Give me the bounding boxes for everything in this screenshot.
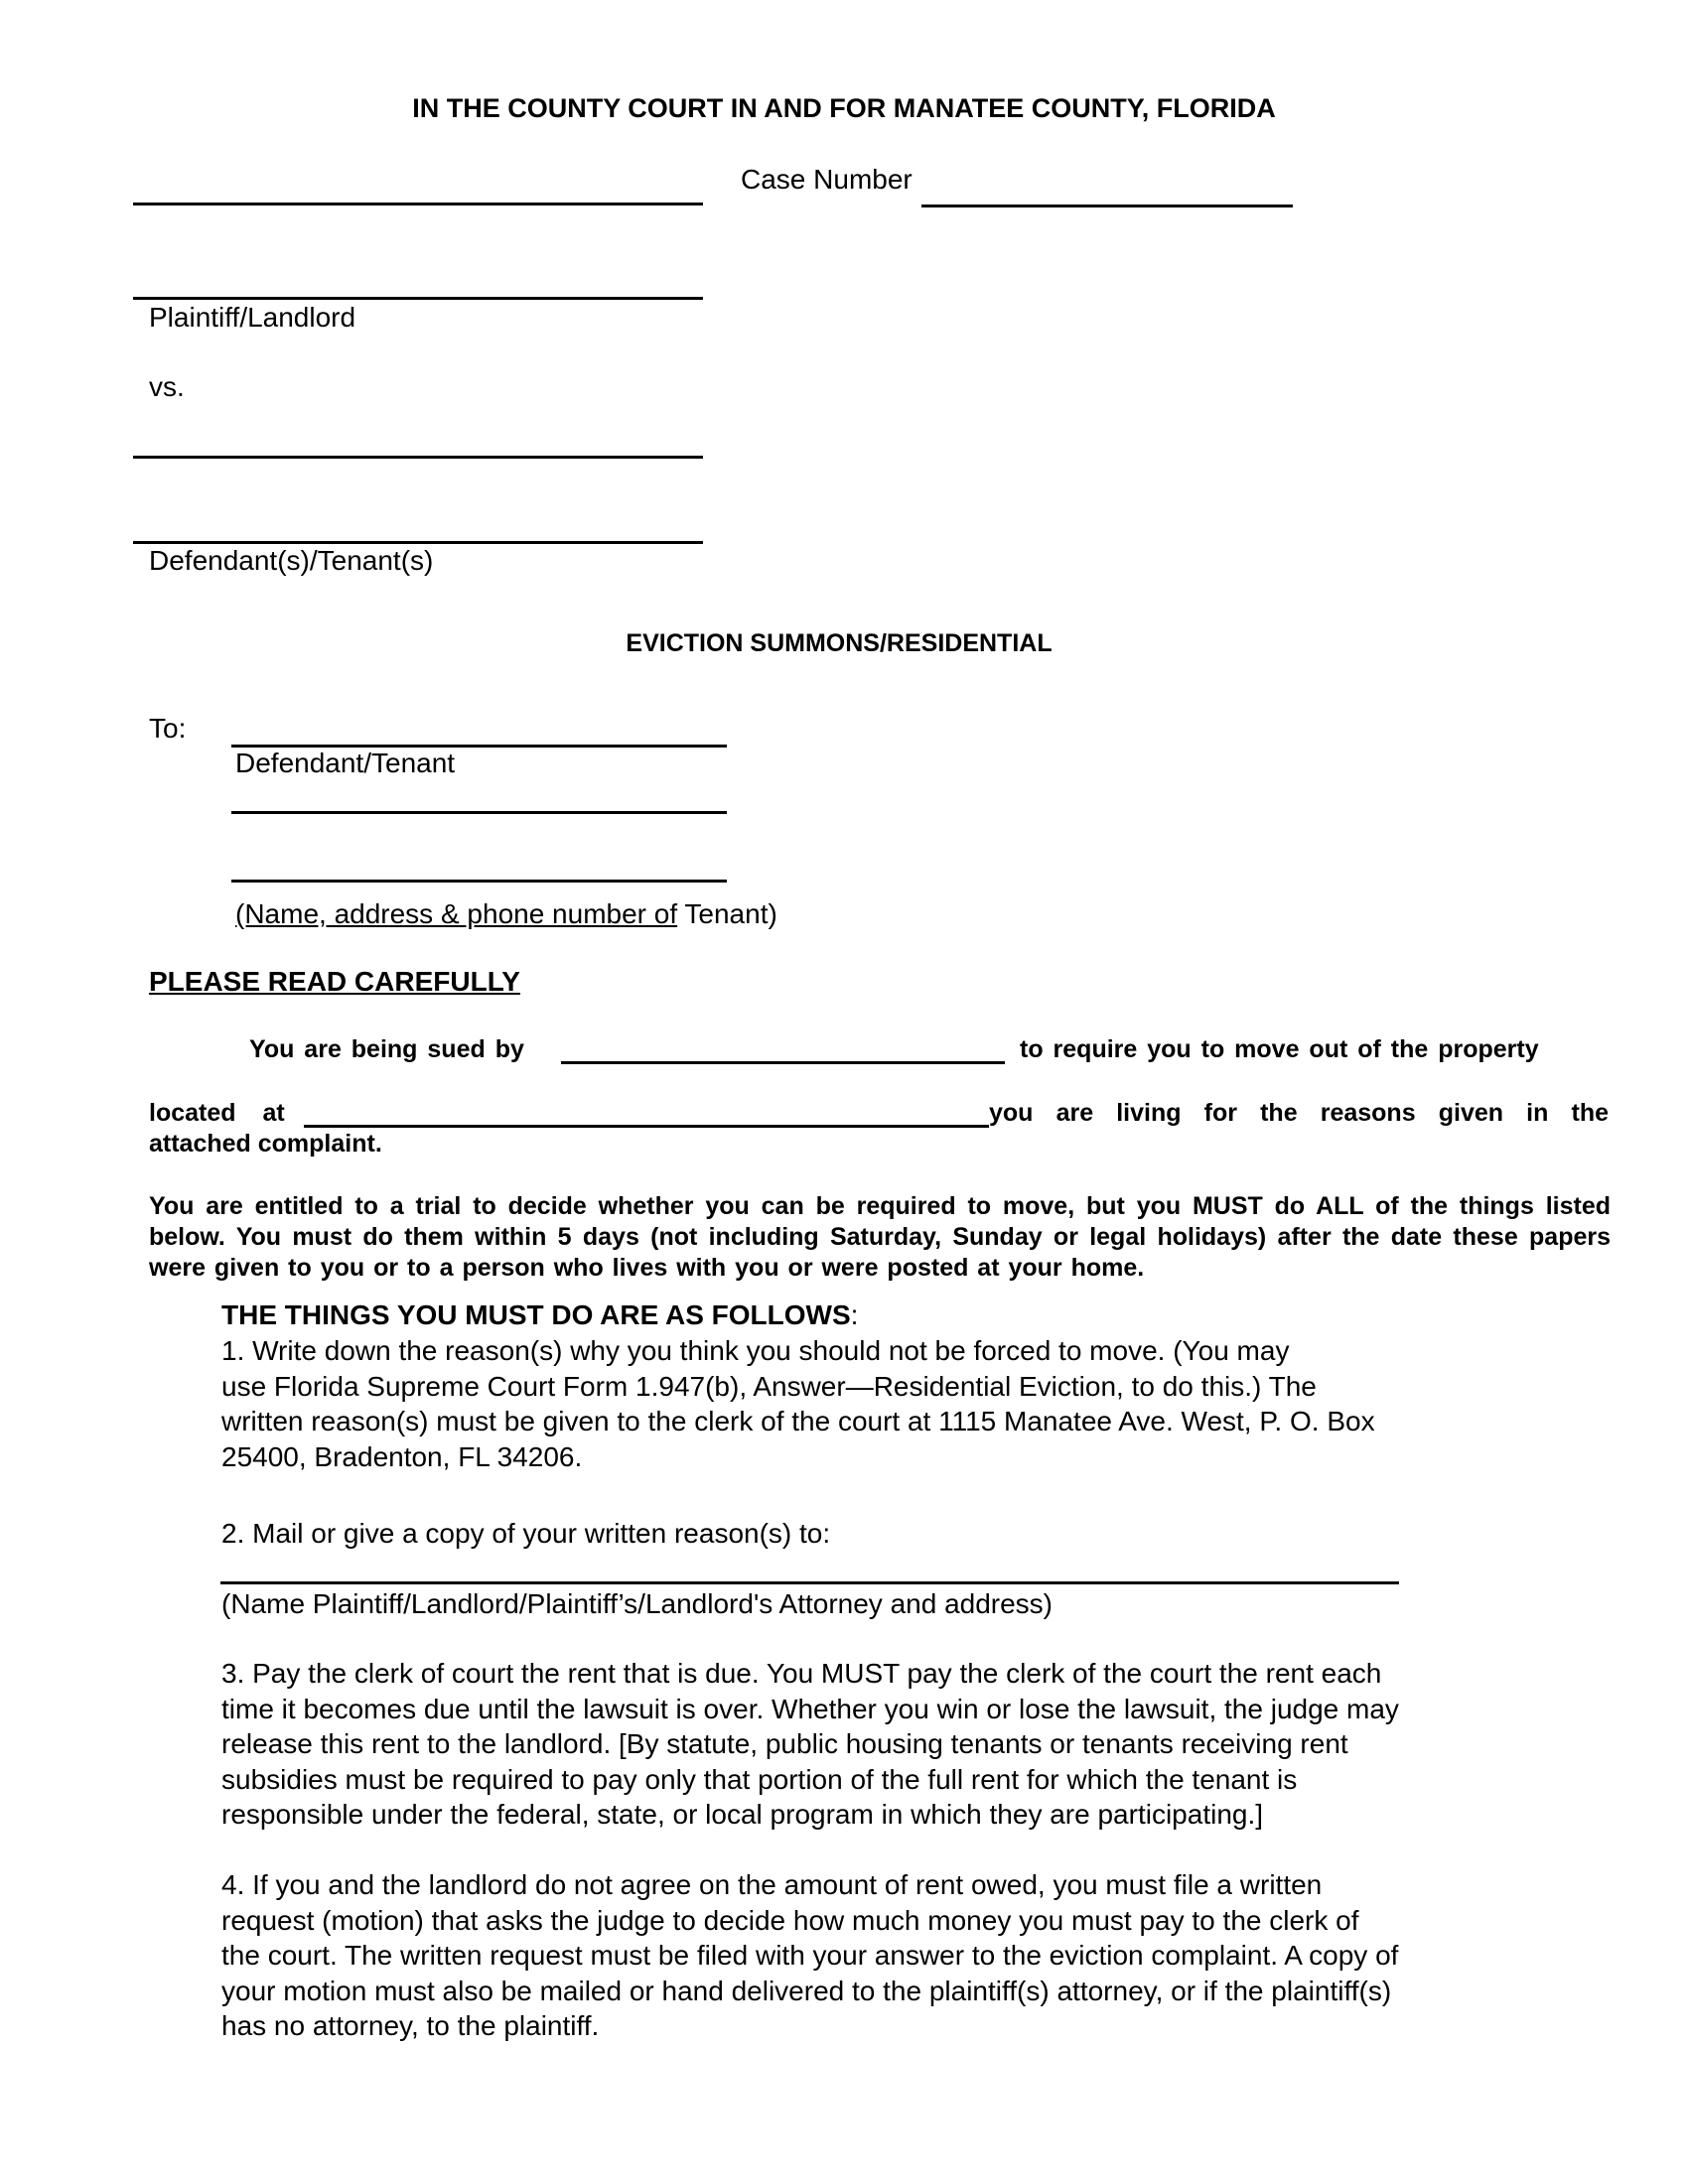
name-address-caption: [235, 897, 777, 931]
located-at-suffix: you are living for the reasons given in the: [989, 1099, 1609, 1127]
item-4-line: the court. The written request must be filed with your answer to the eviction complaint. A copy of: [221, 1940, 1399, 1971]
tenant-line-2[interactable]: [231, 811, 727, 814]
item-3-line: responsible under the federal, state, or local program in which they are participating.]: [221, 1799, 1264, 1830]
sued-by-prefix: You are being sued by: [249, 1035, 524, 1063]
item-4-line: has no attorney, to the plaintiff.: [221, 2010, 600, 2041]
entitled-paragraph: You are entitled to a trial to decide whether you can be required to move, but you MUST do ALL of the things listed below. You must do them within 5 days (not including Saturday, Sunday or legal holidays) after the date these papers were given to you or to a person who lives with you or were posted at your home.: [149, 1192, 1611, 1282]
item-1-line: 25400, Bradenton, FL 34206.: [221, 1440, 583, 1472]
item-1-line: use Florida Supreme Court Form 1.947(b), Answer—Residential Eviction, to do this.) The: [221, 1370, 1317, 1402]
plaintiff-line[interactable]: [133, 297, 703, 300]
tenant-line-3[interactable]: [231, 880, 727, 883]
defendant-tenant-label: Defendant/Tenant: [235, 748, 456, 778]
plaintiff-label: Plaintiff/Landlord: [149, 302, 356, 333]
located-at-end: attached complaint.: [149, 1130, 382, 1158]
item-4: [221, 1867, 1398, 2044]
instructions-heading-colon: :: [850, 1299, 859, 1330]
item-3-line: release this rent to the landlord. [By statute, public housing tenants or tenants receiving rent: [221, 1728, 1348, 1759]
case-number-label: Case Number: [741, 164, 913, 195]
case-number-line[interactable]: [921, 205, 1293, 207]
sued-by-line[interactable]: [561, 1061, 1005, 1064]
to-label: To:: [149, 713, 187, 744]
instructions-heading-text: THE THINGS YOU MUST DO ARE AS FOLLOWS: [221, 1299, 851, 1330]
sued-by-suffix: to require you to move out of the property: [1020, 1035, 1539, 1063]
item-3-line: time it becomes due until the lawsuit is over. Whether you win or lose the lawsuit, the judge may: [221, 1693, 1399, 1724]
item-2-address-line[interactable]: [220, 1581, 1399, 1584]
located-at-prefix: located at: [149, 1099, 285, 1127]
instructions-heading: [221, 1298, 858, 1332]
item-1-line: written reason(s) must be given to the clerk of the court at 1115 Manatee Ave. West, P. O. Box: [221, 1406, 1375, 1436]
item-4-line: 4. If you and the landlord do not agree on the amount of rent owed, you must file a written: [221, 1869, 1323, 1900]
vs-label: vs.: [149, 371, 185, 402]
defendant-label: Defendant(s)/Tenant(s): [149, 545, 434, 576]
item-3-line: subsidies must be required to pay only that portion of the full rent for which the tenant is: [221, 1763, 1298, 1795]
plaintiff-name-line-top[interactable]: [133, 203, 703, 205]
item-4-line: your motion must also be mailed or hand delivered to the plaintiff(s) attorney, or if the plaintiff(s): [221, 1975, 1392, 2006]
item-4-line: request (motion) that asks the judge to decide how much money you must pay to the clerk of: [221, 1904, 1359, 1936]
property-address-line[interactable]: [304, 1125, 989, 1128]
tenant-word: Tenant): [677, 898, 777, 929]
item-1-line: 1. Write down the reason(s) why you think you should not be forced to move. (You may: [221, 1335, 1290, 1366]
item-3: [221, 1656, 1399, 1833]
form-title: EVICTION SUMMONS/RESIDENTIAL: [626, 629, 1053, 657]
court-title: IN THE COUNTY COURT IN AND FOR MANATEE COUNTY, FLORIDA: [412, 93, 1276, 123]
item-1: [221, 1333, 1375, 1474]
please-read-heading: PLEASE READ CAREFULLY: [149, 966, 520, 997]
item-3-line: 3. Pay the clerk of court the rent that is due. You MUST pay the clerk of the court the rent each: [221, 1658, 1382, 1689]
item-2-caption: (Name Plaintiff/Landlord/Plaintiff’s/Landlord's Attorney and address): [221, 1588, 1054, 1619]
defendant-line-1[interactable]: [133, 456, 703, 459]
name-address-caption-underlined: (Name, address & phone number of: [235, 898, 678, 929]
item-2-text: 2. Mail or give a copy of your written reason(s) to:: [221, 1518, 831, 1549]
